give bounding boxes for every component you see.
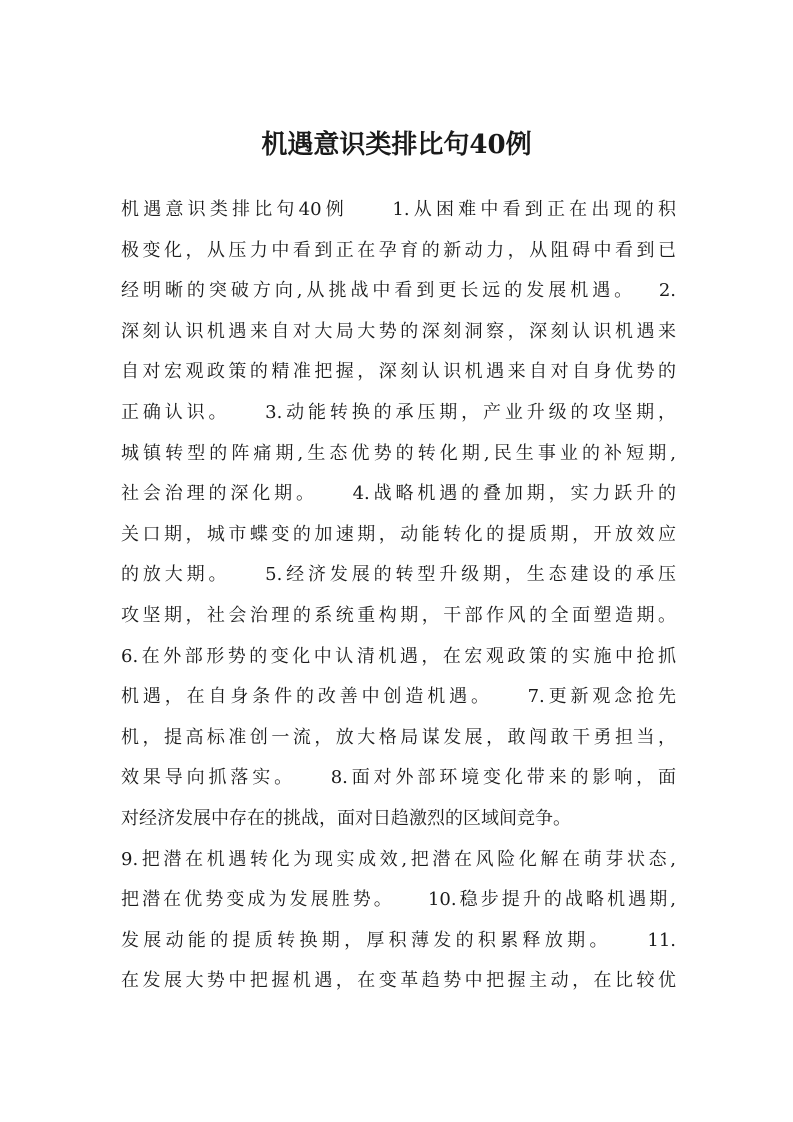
body-line: 攻坚期，社会治理的系统重构期，干部作风的全面塑造期。 [121, 604, 676, 626]
body-line: 极变化，从压力中看到正在孕育的新动力，从阻碍中看到已 [121, 239, 676, 261]
body-line: 9.把潜在机遇转化为现实成效,把潜在风险化解在萌芽状态, [121, 848, 676, 870]
body-line: 6.在外部形势的变化中认清机遇，在宏观政策的实施中抢抓 [121, 645, 676, 667]
body-line: 关口期，城市蝶变的加速期，动能转化的提质期，开放效应 [121, 523, 676, 545]
body-line: 自对宏观政策的精准把握，深刻认识机遇来自对自身优势的 [121, 361, 676, 383]
body-line: 经明晰的突破方向,从挑战中看到更长远的发展机遇。 2. [121, 280, 676, 302]
body-line: 机遇意识类排比句40例 1.从困难中看到正在出现的积 [121, 199, 676, 220]
body-line: 效果导向抓落实。 8.面对外部环境变化带来的影响，面 [121, 767, 676, 789]
body-line: 正确认识。 3.动能转换的承压期，产业升级的攻坚期， [121, 401, 676, 423]
body-line: 深刻认识机遇来自对大局大势的深刻洞察，深刻认识机遇来 [121, 320, 676, 342]
body-line: 社会治理的深化期。 4.战略机遇的叠加期，实力跃升的 [121, 483, 676, 505]
body-line: 的放大期。 5.经济发展的转型升级期，生态建设的承压 [121, 564, 676, 586]
body-line: 对经济发展中存在的挑战，面对日趋激烈的区域间竞争。 [121, 807, 571, 829]
body-line: 机，提高标准创一流，放大格局谋发展，敢闯敢干勇担当， [121, 726, 676, 748]
body-line: 城镇转型的阵痛期,生态优势的转化期,民生事业的补短期, [121, 442, 676, 464]
body-line: 发展动能的提质转换期，厚积薄发的积累释放期。 11. [121, 929, 676, 951]
body-line: 把潜在优势变成为发展胜势。 10.稳步提升的战略机遇期, [121, 889, 676, 911]
body-line: 在发展大势中把握机遇，在变革趋势中把握主动，在比较优 [121, 970, 676, 992]
body-line: 机遇，在自身条件的改善中创造机遇。 7.更新观念抢先 [121, 686, 676, 708]
document-title: 机遇意识类排比句40例 [261, 130, 532, 160]
document-body [121, 190, 676, 1002]
